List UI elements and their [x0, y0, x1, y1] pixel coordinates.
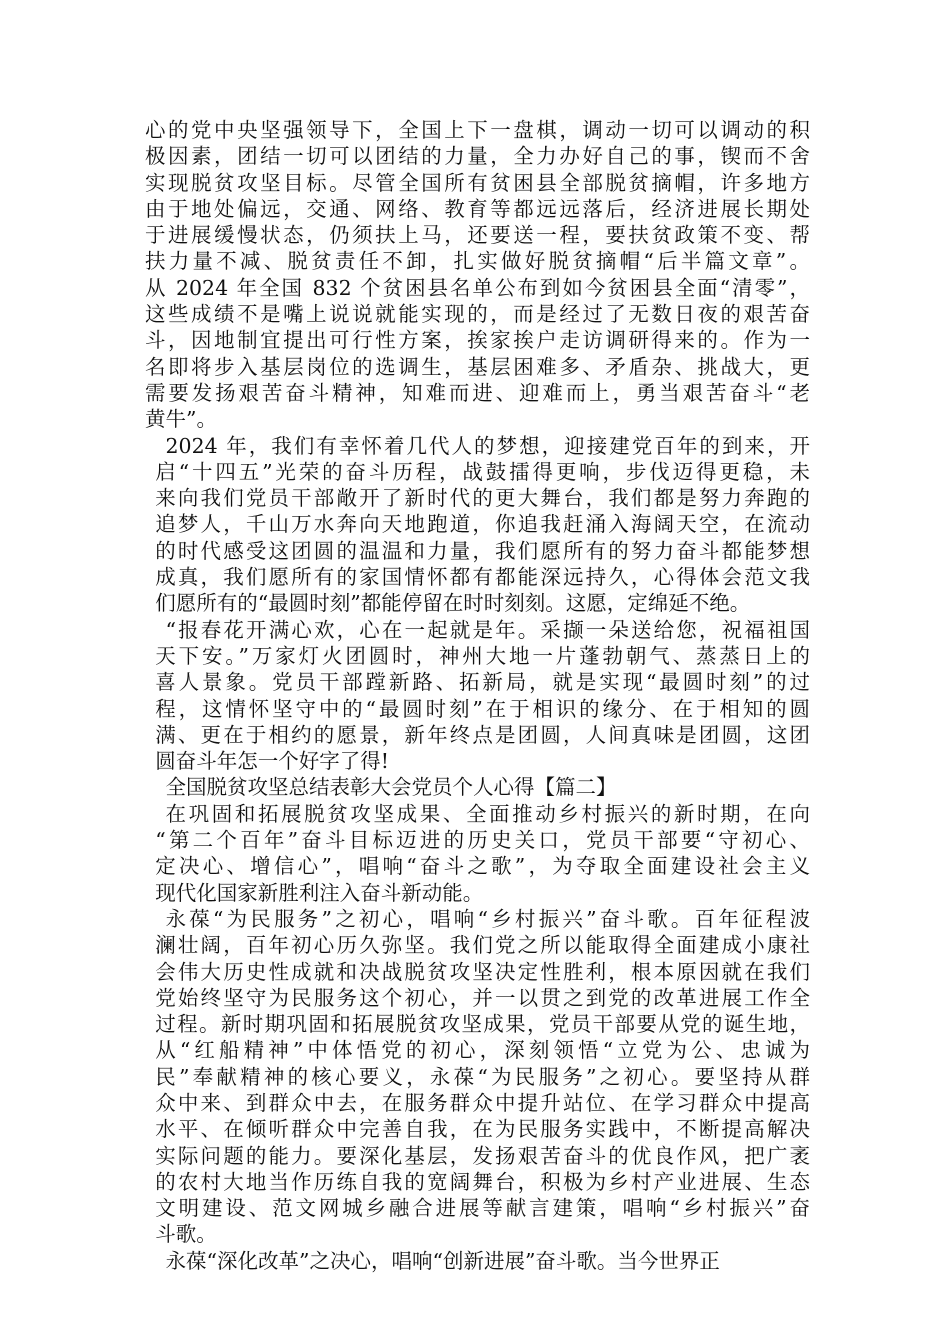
text-line: 扶力量不减、脱贫责任不卸，扎实做好脱贫摘帽“后半篇文章”。: [145, 249, 810, 274]
text-line: 从 2024 年全国 832 个贫困县名单公布到如今贫困县全面“清零”，: [145, 275, 810, 300]
text-line: 极因素，团结一切可以团结的力量，全力办好自己的事，锲而不舍: [145, 144, 810, 169]
text-line: 心的党中央坚强领导下，全国上下一盘棋，调动一切可以调动的积: [145, 118, 810, 142]
paragraph: [145, 433, 810, 617]
text-line: 名即将步入基层岗位的选调生，基层困难多、矛盾杂、挑战大，更: [145, 354, 810, 379]
document-page: [145, 117, 810, 1274]
text-line: 由于地处偏远，交通、网络、教育等都远远落后，经济进展长期处: [145, 196, 810, 221]
section-heading: [145, 774, 810, 800]
text-line: 于进展缓慢状态，仍须扶上马，还要送一程，要扶贫政策不变、帮: [145, 223, 810, 248]
text-line: “报春花开满心欢，心在一起就是年。采撷一朵送给您，祝福祖国: [165, 617, 810, 642]
text-line: 定决心、增信心”，唱响“奋斗之歌”，为夺取全面建设社会主义: [155, 854, 810, 879]
text-line: 成真，我们愿所有的家国情怀都有都能深远持久，心得体会范文我: [155, 565, 810, 590]
text-line: 圆奋斗年怎一个好字了得!: [155, 749, 389, 774]
text-line: 在巩固和拓展脱贫攻坚成果、全面推动乡村振兴的新时期，在向: [165, 801, 810, 826]
text-line: 这些成绩不是嘴上说说就能实现的，而是经过了无数日夜的艰苦奋: [145, 302, 810, 327]
text-line: 喜人景象。党员干部蹚新路、拓新局，就是实现“最圆时刻”的过: [155, 670, 810, 695]
text-line: 来向我们党员干部敞开了新时代的更大舞台，我们都是努力奔跑的: [155, 486, 810, 511]
text-line: 实现脱贫攻坚目标。尽管全国所有贫困县全部脱贫摘帽，许多地方: [145, 170, 810, 195]
text-line: 需要发扬艰苦奋斗精神，知难而进、迎难而上，勇当艰苦奋斗“老: [145, 380, 810, 405]
text-line: 全国脱贫攻坚总结表彰大会党员个人心得【篇二】: [165, 775, 617, 800]
text-line: 会伟大历史性成就和决战脱贫攻坚决定性胜利，根本原因就在我们: [155, 959, 810, 984]
paragraph: [145, 117, 810, 433]
text-line: 的农村大地当作历练自我的宽阔舞台，积极为乡村产业进展、生态: [155, 1169, 810, 1194]
text-line: 民”奉献精神的核心要义，永葆“为民服务”之初心。要坚持从群: [155, 1064, 810, 1089]
text-line: 追梦人，千山万水奔向天地跑道，你追我赶涌入海阔天空，在流动: [155, 512, 810, 537]
text-line: 2024 年，我们有幸怀着几代人的梦想，迎接建党百年的到来，开: [165, 433, 810, 458]
paragraph: [145, 617, 810, 775]
text-line: 众中来、到群众中去，在服务群众中提升站位、在学习群众中提高: [155, 1090, 810, 1115]
text-line: 斗歌。: [155, 1222, 217, 1247]
paragraph: [145, 906, 810, 1248]
text-line: 现代化国家新胜利注入奋斗新动能。: [155, 880, 484, 905]
text-line: 斗，因地制宜提出可行性方案，挨家挨户走访调研得来的。作为一: [145, 328, 810, 353]
text-line: 过程。新时期巩固和拓展脱贫攻坚成果，党员干部要从党的诞生地，: [155, 1012, 810, 1037]
text-line: 天下安。”万家灯火团圆时，神州大地一片蓬勃朝气、蒸蒸日上的: [155, 643, 810, 668]
text-line: 程，这情怀坚守中的“最圆时刻”在于相识的缘分、在于相知的圆: [155, 696, 810, 721]
text-line: 黄牛”。: [145, 407, 217, 432]
text-line: 们愿所有的“最圆时刻”都能停留在时时刻刻。这愿，定绵延不绝。: [155, 591, 751, 616]
text-line: 从“红船精神”中体悟党的初心，深刻领悟“立党为公、忠诚为: [155, 1038, 810, 1063]
text-line: 的时代感受这团圆的温温和力量，我们愿所有的努力奋斗都能梦想: [155, 538, 810, 563]
paragraph: [145, 1248, 810, 1274]
paragraph: [145, 801, 810, 906]
text-line: 永葆“深化改革”之决心，唱响“创新进展”奋斗歌。当今世界正: [165, 1248, 720, 1273]
text-line: “第二个百年”奋斗目标迈进的历史关口，党员干部要“守初心、: [155, 828, 810, 853]
text-line: 党始终坚守为民服务这个初心，并一以贯之到党的改革进展工作全: [155, 985, 810, 1010]
text-line: 澜壮阔，百年初心历久弥坚。我们党之所以能取得全面建成小康社: [155, 933, 810, 958]
text-line: 永葆“为民服务”之初心，唱响“乡村振兴”奋斗歌。百年征程波: [165, 906, 810, 931]
text-line: 满、更在于相约的愿景，新年终点是团圆，人间真味是团圆，这团: [155, 722, 810, 747]
text-line: 文明建设、范文网城乡融合进展等献言建策，唱响“乡村振兴”奋: [155, 1196, 810, 1221]
text-line: 水平、在倾听群众中完善自我，在为民服务实践中，不断提高解决: [155, 1117, 810, 1142]
text-line: 启“十四五”光荣的奋斗历程，战鼓擂得更响，步伐迈得更稳，未: [155, 459, 810, 484]
text-line: 实际问题的能力。要深化基层，发扬艰苦奋斗的优良作风，把广袤: [155, 1143, 810, 1168]
